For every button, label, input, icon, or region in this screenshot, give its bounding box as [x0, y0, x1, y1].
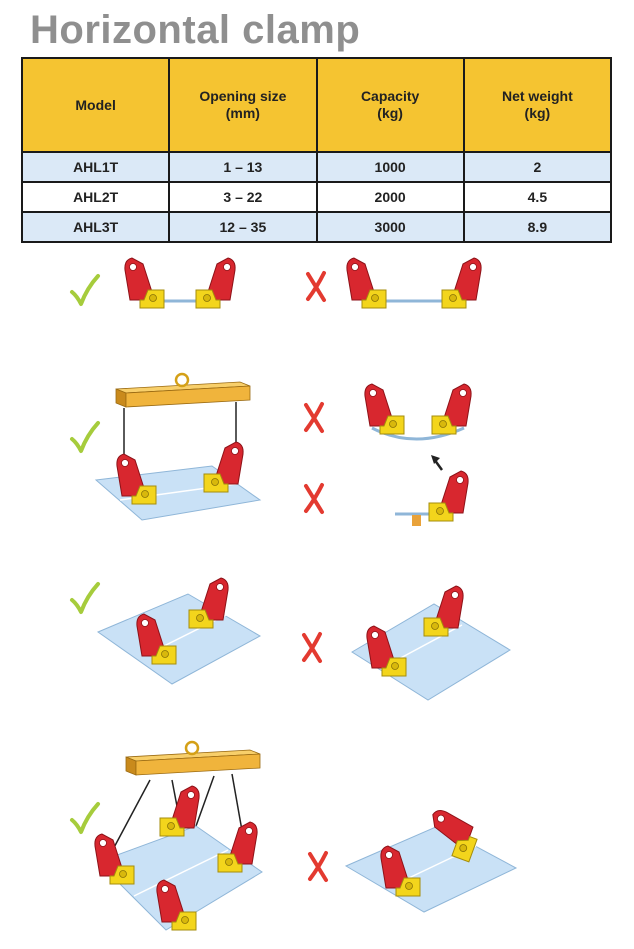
- cell-model: AHL1T: [22, 152, 169, 182]
- cell-capacity: 3000: [317, 212, 464, 242]
- cell-model: AHL2T: [22, 182, 169, 212]
- row2-correct: [72, 374, 260, 520]
- row4-correct: [72, 742, 262, 930]
- cell-opening-size: 12 – 35: [169, 212, 316, 242]
- row3-correct: [72, 578, 260, 684]
- cell-opening-size: 1 – 13: [169, 152, 316, 182]
- cell-capacity: 2000: [317, 182, 464, 212]
- row3-incorrect: [304, 586, 510, 700]
- row1-incorrect: [308, 258, 481, 308]
- cell-model: AHL3T: [22, 212, 169, 242]
- row4-incorrect: [310, 808, 516, 912]
- header-label: Capacity: [360, 88, 420, 104]
- cell-capacity: 1000: [317, 152, 464, 182]
- row2-incorrect-edge: [306, 471, 468, 526]
- page-title: Horizontal clamp: [30, 8, 361, 52]
- cell-net-weight: 8.9: [464, 212, 611, 242]
- row1-correct: [72, 258, 235, 308]
- header-unit: (mm): [225, 105, 260, 121]
- header-unit: (kg): [377, 105, 403, 121]
- cell-opening-size: 3 – 22: [169, 182, 316, 212]
- header-label: Opening size: [199, 88, 287, 104]
- row2-incorrect-bent: [306, 384, 471, 470]
- header-label: Model: [75, 96, 116, 113]
- cell-net-weight: 4.5: [464, 182, 611, 212]
- header-unit: (kg): [524, 105, 551, 121]
- header-label: Net weight: [501, 88, 573, 104]
- cell-net-weight: 2: [464, 152, 611, 182]
